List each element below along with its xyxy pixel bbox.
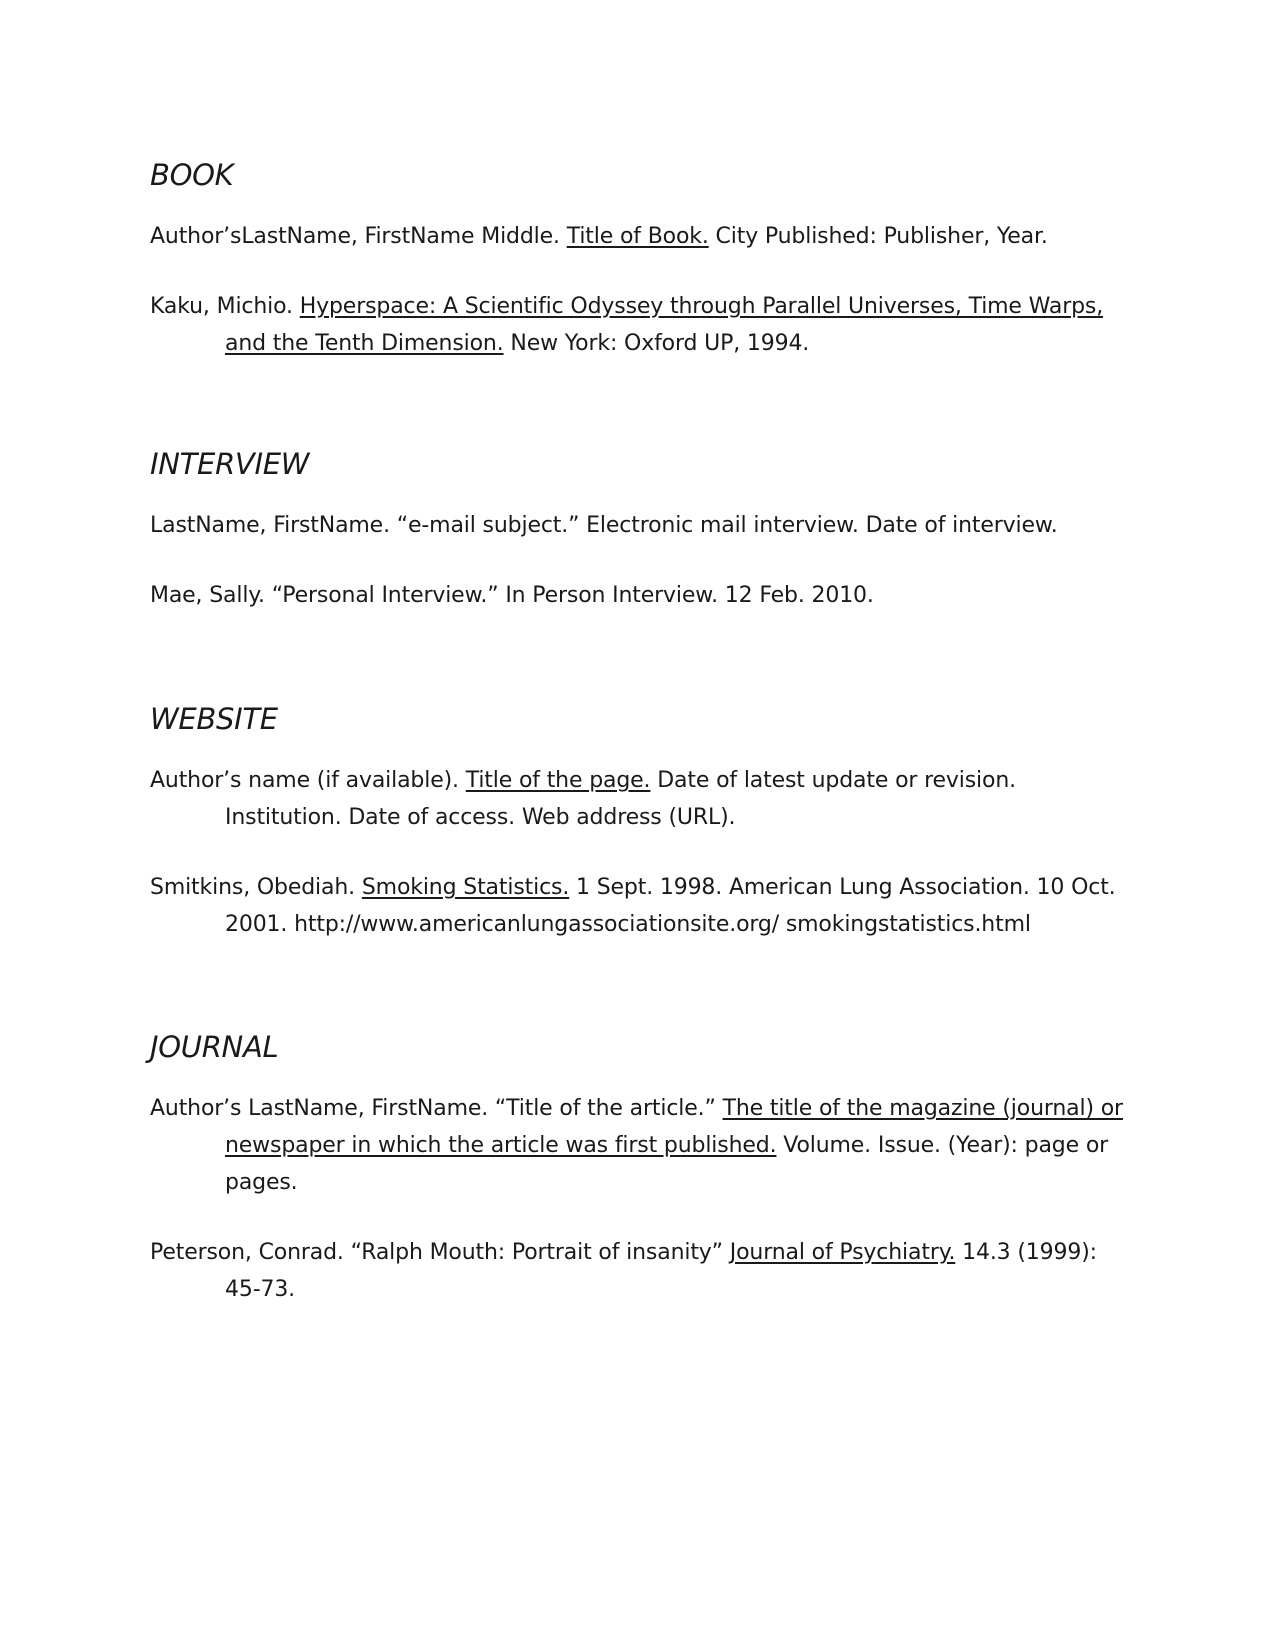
citation-text: Date of latest update or revision. Institution. Date of access. Web address (URL). (225, 768, 1016, 830)
section-book (150, 158, 1130, 362)
citation-entry (150, 869, 1130, 943)
citation-text: LastName, FirstName. “e-mail subject.” Electronic mail interview. Date of interview. (150, 513, 1058, 538)
citation-title: The title of the magazine (journal) or newspaper in which the article was first published. (225, 1096, 1123, 1158)
citation-text: City Published: Publisher, Year. (708, 224, 1048, 249)
citation-guide-page (150, 158, 1130, 1308)
section-heading: INTERVIEW (150, 447, 310, 481)
citation-title: Hyperspace: A Scientific Odyssey through Parallel Universes, Time Warps, and the Tenth Dimension. (225, 294, 1104, 356)
citation-entry (150, 1090, 1130, 1201)
section-website (150, 702, 1130, 943)
citation-text: Author’s name (if available). (150, 768, 466, 793)
citation-title: Smoking Statistics. (361, 875, 570, 900)
citation-text: 14.3 (1999): 45-73. (225, 1240, 1097, 1302)
section-heading: WEBSITE (150, 702, 278, 736)
citation-title: Title of Book. (566, 224, 709, 249)
citation-text: New York: Oxford UP, 1994. (503, 331, 810, 356)
citation-entry (150, 288, 1130, 362)
citation-entry (150, 762, 1130, 836)
citation-entry (150, 218, 1130, 255)
citation-text: 1 Sept. 1998. American Lung Association. 10 Oct. 2001. http://www.americanlungassociationsite.org/ smokingstatistics.html (225, 875, 1116, 937)
section-heading: JOURNAL (150, 1030, 279, 1064)
citation-entry (150, 577, 1130, 614)
citation-text: Peterson, Conrad. “Ralph Mouth: Portrait of insanity” (150, 1240, 730, 1265)
citation-text: Author’sLastName, FirstName Middle. (150, 224, 567, 249)
citation-text: Kaku, Michio. (150, 294, 300, 319)
section-journal (150, 1030, 1130, 1308)
citation-title: Title of the page. (465, 768, 651, 793)
section-heading: BOOK (150, 158, 234, 192)
section-interview (150, 447, 1130, 614)
citation-text: Volume. Issue. (Year): page or pages. (225, 1133, 1109, 1195)
citation-text: Smitkins, Obediah. (150, 875, 362, 900)
citation-entry (150, 1234, 1130, 1308)
citation-text: Author’s LastName, FirstName. “Title of the article.” (150, 1096, 723, 1121)
citation-title: Journal of Psychiatry. (729, 1240, 956, 1265)
citation-text: Mae, Sally. “Personal Interview.” In Person Interview. 12 Feb. 2010. (150, 583, 874, 608)
citation-entry (150, 507, 1130, 544)
